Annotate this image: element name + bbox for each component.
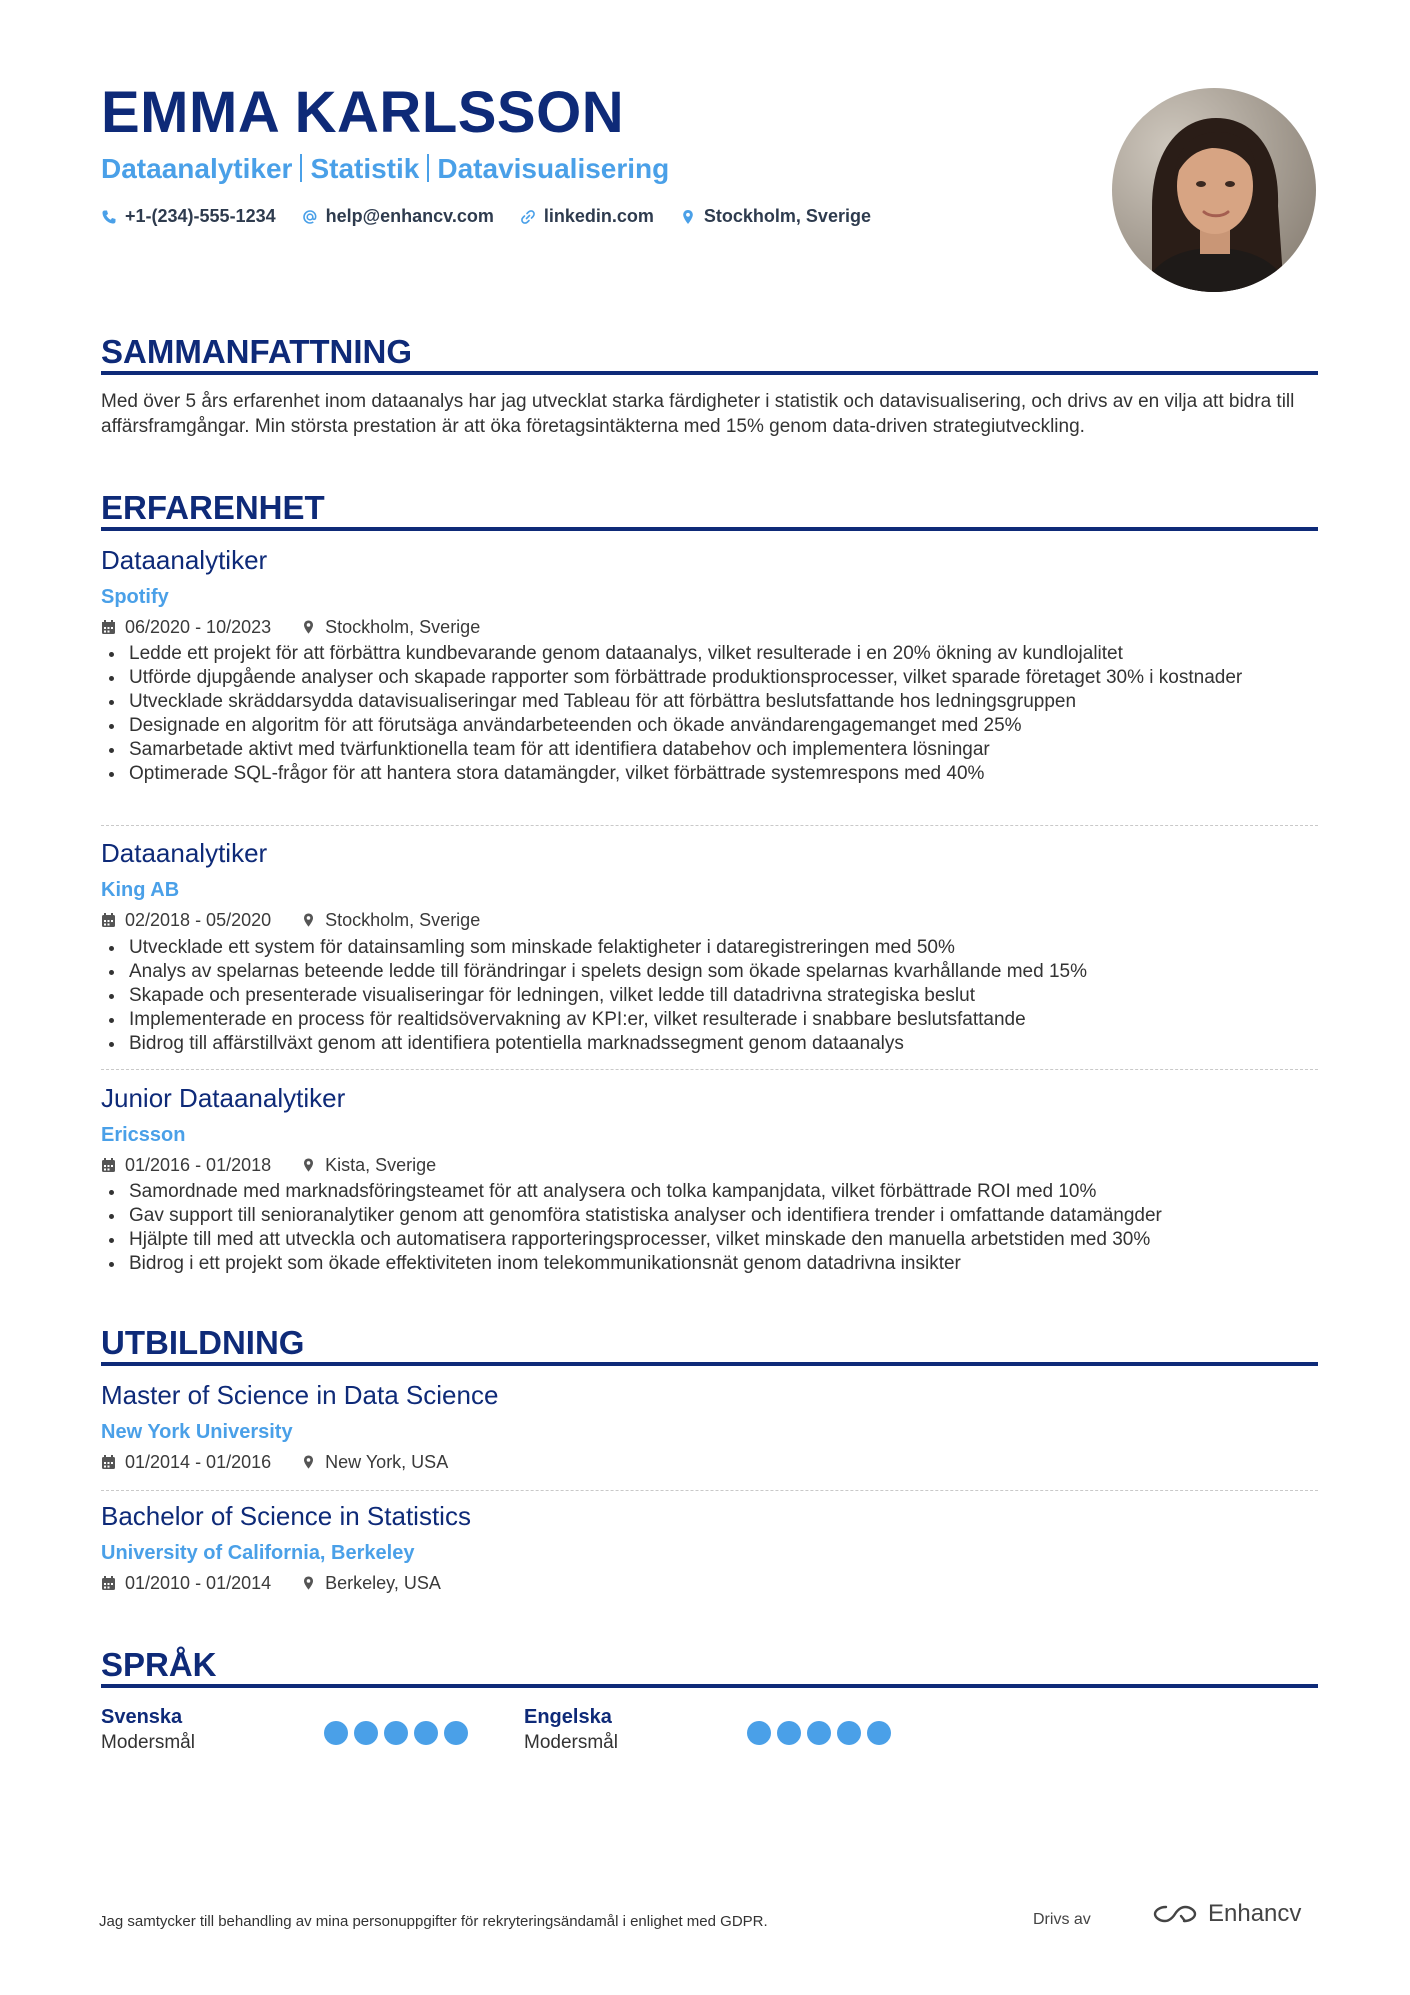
rating-dot: [777, 1721, 801, 1745]
candidate-name: EMMA KARLSSON: [101, 80, 625, 145]
calendar-icon: [101, 1575, 116, 1591]
headline-separator: [427, 154, 429, 182]
entry-divider: [101, 825, 1318, 826]
education-heading: UTBILDNING: [101, 1324, 305, 1361]
link-icon: [520, 209, 536, 225]
education-meta: [101, 1574, 471, 1592]
education-meta: [101, 1453, 478, 1471]
job-bullet: Bidrog i ett projekt som ökade effektiviteten inom telekommunikationsnät genom datadrivna insikter: [129, 1252, 1329, 1276]
school-name: New York University: [101, 1421, 293, 1443]
job-location: [301, 1156, 436, 1174]
education-dates-text: 01/2014 - 01/2016: [125, 1452, 272, 1472]
job-meta: [101, 1156, 466, 1174]
section-divider: [101, 527, 1318, 531]
email-text: help@enhancv.com: [325, 206, 494, 226]
job-bullet: Ledde ett projekt för att förbättra kundbevarande genom dataanalys, vilket resulterade i en 20% ökning av kundlojalitet: [129, 642, 1329, 666]
section-divider: [101, 1684, 1318, 1688]
job-dates-text: 06/2020 - 10/2023: [125, 617, 272, 637]
job-bullet: Analys av spelarnas beteende ledde till förändringar i spelets design som ökade spelarnas kvarhållande med 15%: [129, 960, 1329, 984]
gdpr-consent: Jag samtycker till behandling av mina personuppgifter för rekryteringsändamål i enlighet med GDPR.: [99, 1913, 768, 1930]
contact-linkedin[interactable]: [520, 206, 654, 227]
education-location-text: New York, USA: [325, 1452, 449, 1472]
job-bullets: [101, 1180, 1329, 1276]
education-dates-text: 01/2010 - 01/2014: [125, 1573, 272, 1593]
job-meta: [101, 911, 510, 929]
rating-dot: [807, 1721, 831, 1745]
job-location-text: Stockholm, Sverige: [325, 617, 481, 637]
rating-dot: [867, 1721, 891, 1745]
contact-email[interactable]: [302, 206, 494, 227]
rating-dot: [747, 1721, 771, 1745]
section-divider: [101, 1362, 1318, 1366]
job-location-text: Kista, Sverige: [325, 1155, 437, 1175]
job-dates-text: 01/2016 - 01/2018: [125, 1155, 272, 1175]
contact-bar: [101, 206, 871, 227]
linkedin-text: linkedin.com: [543, 206, 654, 226]
job-meta: [101, 618, 510, 636]
languages-heading: SPRÅK: [101, 1646, 217, 1683]
job-title: Dataanalytiker: [101, 545, 268, 575]
location-pin-icon: [301, 1157, 316, 1173]
location-text: Stockholm, Sverige: [703, 206, 871, 226]
rating-dot: [354, 1721, 378, 1745]
headline: [101, 154, 669, 183]
phone-icon: [101, 209, 117, 225]
calendar-icon: [101, 619, 116, 635]
headline-title-2: Statistik: [310, 153, 420, 184]
job-company: King AB: [101, 879, 180, 901]
location-pin-icon: [301, 912, 316, 928]
entry-divider: [101, 1490, 1318, 1491]
location-pin-icon: [301, 1454, 316, 1470]
rating-dot: [384, 1721, 408, 1745]
job-bullet: Optimerade SQL-frågor för att hantera stora datamängder, vilket förbättrade systemrespons med 40%: [129, 762, 1329, 786]
calendar-icon: [101, 912, 116, 928]
job-bullet: Skapade och presenterade visualiseringar för ledningen, vilket ledde till datadrivna strategiska beslut: [129, 984, 1329, 1008]
language-name: Svenska: [101, 1706, 183, 1728]
location-pin-icon: [680, 209, 696, 225]
job-location: [301, 911, 480, 929]
powered-by-label: Drivs av: [1033, 1911, 1091, 1928]
job-company: Spotify: [101, 586, 169, 608]
entry-divider: [101, 1069, 1318, 1070]
language-rating: [747, 1721, 891, 1745]
job-dates-text: 02/2018 - 05/2020: [125, 910, 272, 930]
job-bullet: Samordnade med marknadsföringsteamet för att analysera och tolka kampanjdata, vilket förbättrade ROI med 10%: [129, 1180, 1329, 1204]
location-pin-icon: [301, 1575, 316, 1591]
rating-dot: [444, 1721, 468, 1745]
job-dates: [101, 618, 271, 636]
job-bullet: Utvecklade skräddarsydda datavisualiseringar med Tableau för att förbättra beslutsfattande hos ledningsgruppen: [129, 690, 1329, 714]
job-bullet: Implementerade en process för realtidsövervakning av KPI:er, vilket resulterade i snabbare beslutsfattande: [129, 1008, 1329, 1032]
degree-title: Bachelor of Science in Statistics: [101, 1501, 471, 1531]
headline-title-1: Dataanalytiker: [101, 153, 293, 184]
job-bullet: Bidrog till affärstillväxt genom att identifiera potentiella marknadssegment genom dataanalys: [129, 1032, 1329, 1056]
school-name: University of California, Berkeley: [101, 1542, 415, 1564]
job-bullet: Utvecklade ett system för datainsamling som minskade felaktigheter i dataregistreringen med 50%: [129, 936, 1329, 960]
headline-title-3: Datavisualisering: [437, 153, 670, 184]
portrait-image: [1112, 88, 1316, 292]
job-bullet: Samarbetade aktivt med tvärfunktionella team för att identifiera databehov och implementera lösningar: [129, 738, 1329, 762]
education-dates: [101, 1574, 271, 1592]
rating-dot: [414, 1721, 438, 1745]
job-bullet: Designade en algoritm för att förutsäga användarbeteenden och ökade användarengagemanget med 25%: [129, 714, 1329, 738]
job-bullet: Utförde djupgående analyser och skapade rapporter som förbättrade produktionsprocesser, vilket sparade företaget 30% i kostnader: [129, 666, 1329, 690]
calendar-icon: [101, 1157, 116, 1173]
section-divider: [101, 371, 1318, 375]
language-level: Modersmål: [524, 1732, 618, 1753]
summary-text: Med över 5 års erfarenhet inom dataanalys har jag utvecklat starka färdigheter i statistik och datavisualisering, och drivs av en vilja att bidra till affärsframgångar. Min största prestation är att öka företagsintäkterna med 15% genom data-driven strategiutveckling.: [101, 391, 1295, 437]
job-title: Junior Dataanalytiker: [101, 1083, 346, 1113]
degree-title: Master of Science in Data Science: [101, 1380, 499, 1410]
rating-dot: [837, 1721, 861, 1745]
experience-heading: ERFARENHET: [101, 489, 325, 526]
summary-heading: SAMMANFATTNING: [101, 333, 413, 370]
language-name: Engelska: [524, 1706, 612, 1728]
location-pin-icon: [301, 619, 316, 635]
job-bullet: Gav support till senioranalytiker genom att genomföra statistiska analyser och identifiera trender i omfattande datamängder: [129, 1204, 1329, 1228]
job-bullets: [101, 642, 1329, 786]
rating-dot: [324, 1721, 348, 1745]
brand-name: Enhancv: [1208, 1900, 1302, 1927]
job-dates: [101, 1156, 271, 1174]
contact-location: [680, 206, 871, 227]
job-dates: [101, 911, 271, 929]
job-bullets: [101, 936, 1329, 1056]
job-bullet: Hjälpte till med att utveckla och automatisera rapporteringsprocesser, vilket minskade den manuella arbetstiden med 30%: [129, 1228, 1329, 1252]
job-company: Ericsson: [101, 1124, 186, 1146]
job-title: Dataanalytiker: [101, 838, 268, 868]
enhancv-logo-icon: [1152, 1901, 1198, 1927]
at-icon: [302, 209, 318, 225]
job-location: [301, 618, 480, 636]
education-location-text: Berkeley, USA: [325, 1573, 441, 1593]
job-location-text: Stockholm, Sverige: [325, 910, 481, 930]
education-dates: [101, 1453, 271, 1471]
education-location: [301, 1574, 441, 1592]
phone-text: +1-(234)-555-1234: [125, 206, 276, 226]
profile-photo: [1112, 88, 1316, 292]
language-rating: [324, 1721, 468, 1745]
brand-logo[interactable]: [1152, 1900, 1301, 1928]
headline-separator: [300, 154, 302, 182]
contact-phone[interactable]: [101, 206, 276, 227]
calendar-icon: [101, 1454, 116, 1470]
education-location: [301, 1453, 448, 1471]
language-level: Modersmål: [101, 1732, 195, 1753]
